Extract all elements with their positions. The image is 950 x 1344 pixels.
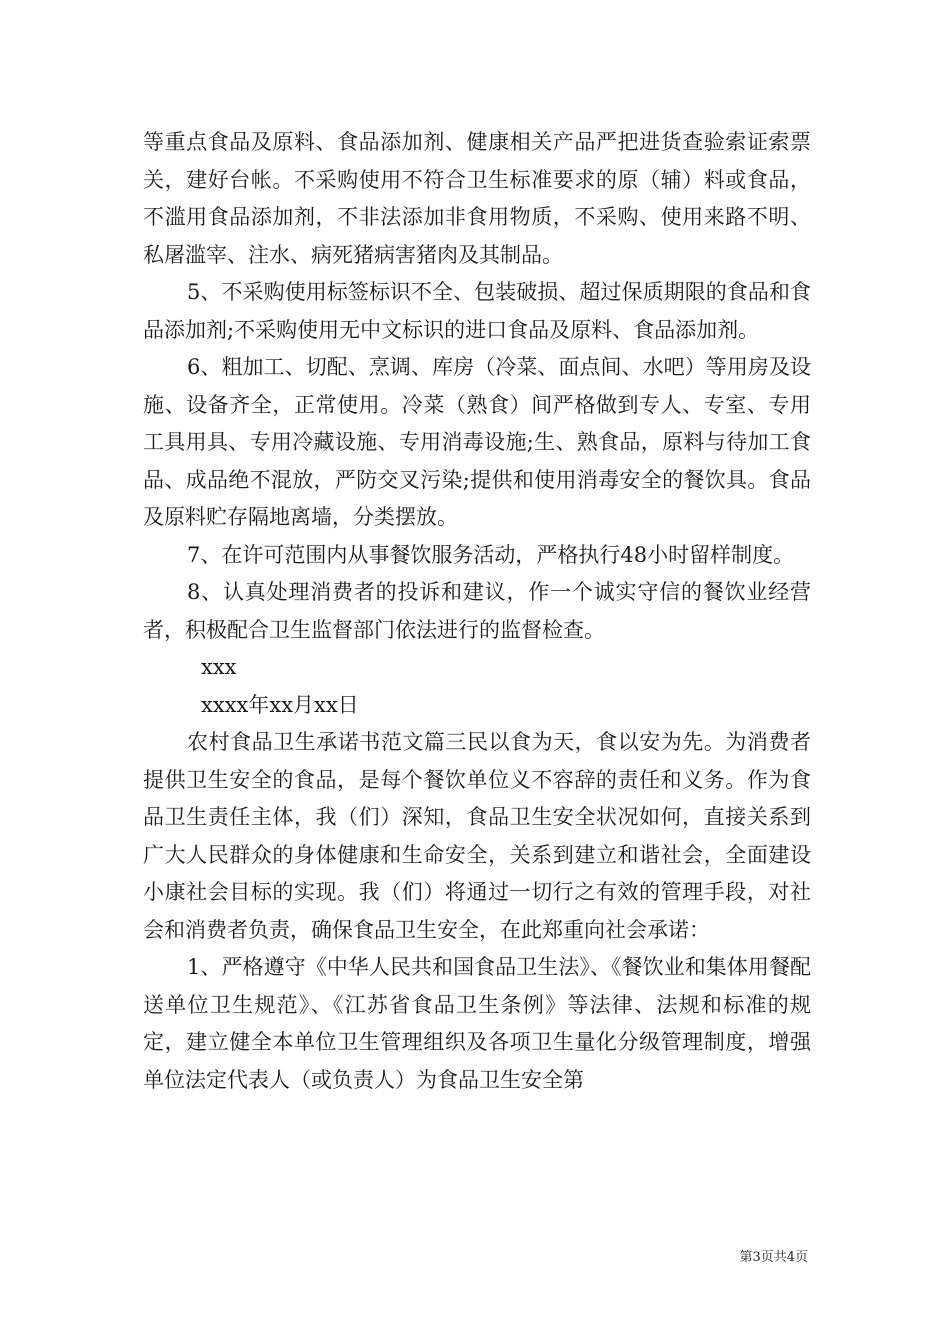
- page-footer: 第3页共4页: [739, 1250, 808, 1265]
- signature-name: xxx: [201, 655, 237, 679]
- paragraph-item-5: 5、不采购使用标签标识不全、包装破损、超过保质期限的食品和食品添加剂;不采购使用无中文标识的进口食品及原料、食品添加剂。: [143, 280, 811, 342]
- document-body: [143, 124, 811, 1099]
- paragraph-item-1: 1、严格遵守《中华人民共和国食品卫生法》、《餐饮业和集体用餐配送单位卫生规范》、《江苏省食品卫生条例》等法律、法规和标准的规定，建立健全本单位卫生管理组织及各项卫生量化分级管理制度，增强单位法定代表人（或负责人）为食品卫生安全第: [143, 955, 811, 1092]
- paragraph-item-7: 7、在许可范围内从事餐饮服务活动，严格执行48小时留样制度。: [187, 542, 795, 567]
- paragraph-item-8: 8、认真处理消费者的投诉和建议，作一个诚实守信的餐饮业经营者，积极配合卫生监督部门依法进行的监督检查。: [143, 580, 811, 642]
- paragraph-continuation: 等重点食品及原料、食品添加剂、健康相关产品严把进货查验索证索票关，建好台帐。不采购使用不符合卫生标准要求的原（辅）料或食品，不滥用食品添加剂，不非法添加非食用物质，不采购、使用来路不明、私屠滥宰、注水、病死猪病害猪肉及其制品。: [143, 130, 811, 267]
- signature-date: xxxx年xx月xx日: [201, 692, 359, 717]
- paragraph-intro: 农村食品卫生承诺书范文篇三民以食为天，食以安为先。为消费者提供卫生安全的食品，是每个餐饮单位义不容辞的责任和义务。作为食品卫生责任主体，我（们）深知，食品卫生安全状况如何，直接关系到广大人民群众的身体健康和生命安全，关系到建立和谐社会，全面建设小康社会目标的实现。我（们）将通过一切行之有效的管理手段，对社会和消费者负责，确保食品卫生安全，在此郑重向社会承诺：: [143, 730, 811, 942]
- paragraph-item-6: 6、粗加工、切配、烹调、库房（冷菜、面点间、水吧）等用房及设施、设备齐全，正常使用。冷菜（熟食）间严格做到专人、专室、专用工具用具、专用冷藏设施、专用消毒设施;生、熟食品，原料与待加工食品、成品绝不混放，严防交叉污染;提供和使用消毒安全的餐饮具。食品及原料贮存隔地离墙，分类摆放。: [143, 355, 811, 529]
